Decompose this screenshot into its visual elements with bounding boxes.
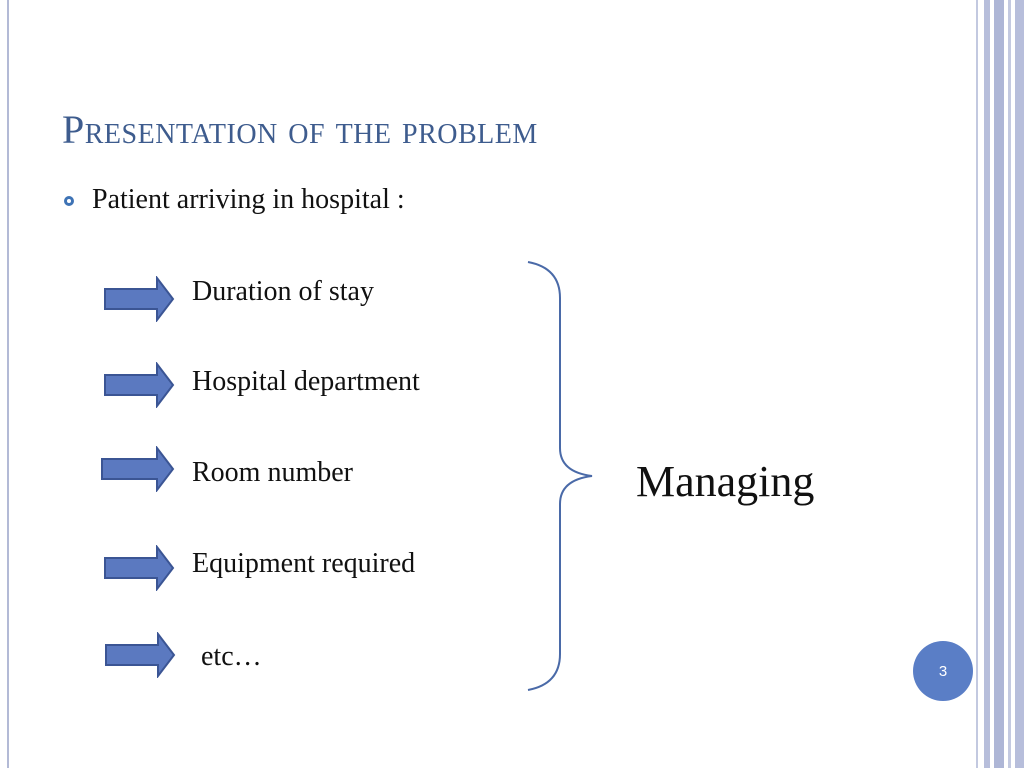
item-room-number: Room number (192, 457, 353, 488)
item-equipment-required: Equipment required (192, 548, 416, 579)
bullet-icon (64, 196, 74, 206)
right-curly-brace-icon (520, 258, 600, 694)
page-number-badge: 3 (913, 641, 973, 701)
item-hospital-department: Hospital department (192, 366, 420, 397)
right-stripe (1015, 0, 1024, 768)
item-duration-of-stay: Duration of stay (192, 276, 374, 307)
right-stripe (1008, 0, 1011, 768)
item-etc: etc… (194, 641, 262, 672)
right-arrow-icon (103, 362, 175, 408)
bullet-text: Patient arriving in hospital : (92, 184, 405, 215)
right-stripe (984, 0, 990, 768)
right-arrow-icon (104, 632, 176, 678)
right-arrow-icon (103, 545, 175, 591)
right-arrow-icon (103, 276, 175, 322)
right-stripe (976, 0, 978, 768)
right-stripe (994, 0, 1004, 768)
slide-title: Presentation of the problem (62, 107, 538, 152)
right-arrow-icon (100, 446, 175, 492)
left-border-line (7, 0, 9, 768)
managing-label: Managing (636, 457, 815, 506)
